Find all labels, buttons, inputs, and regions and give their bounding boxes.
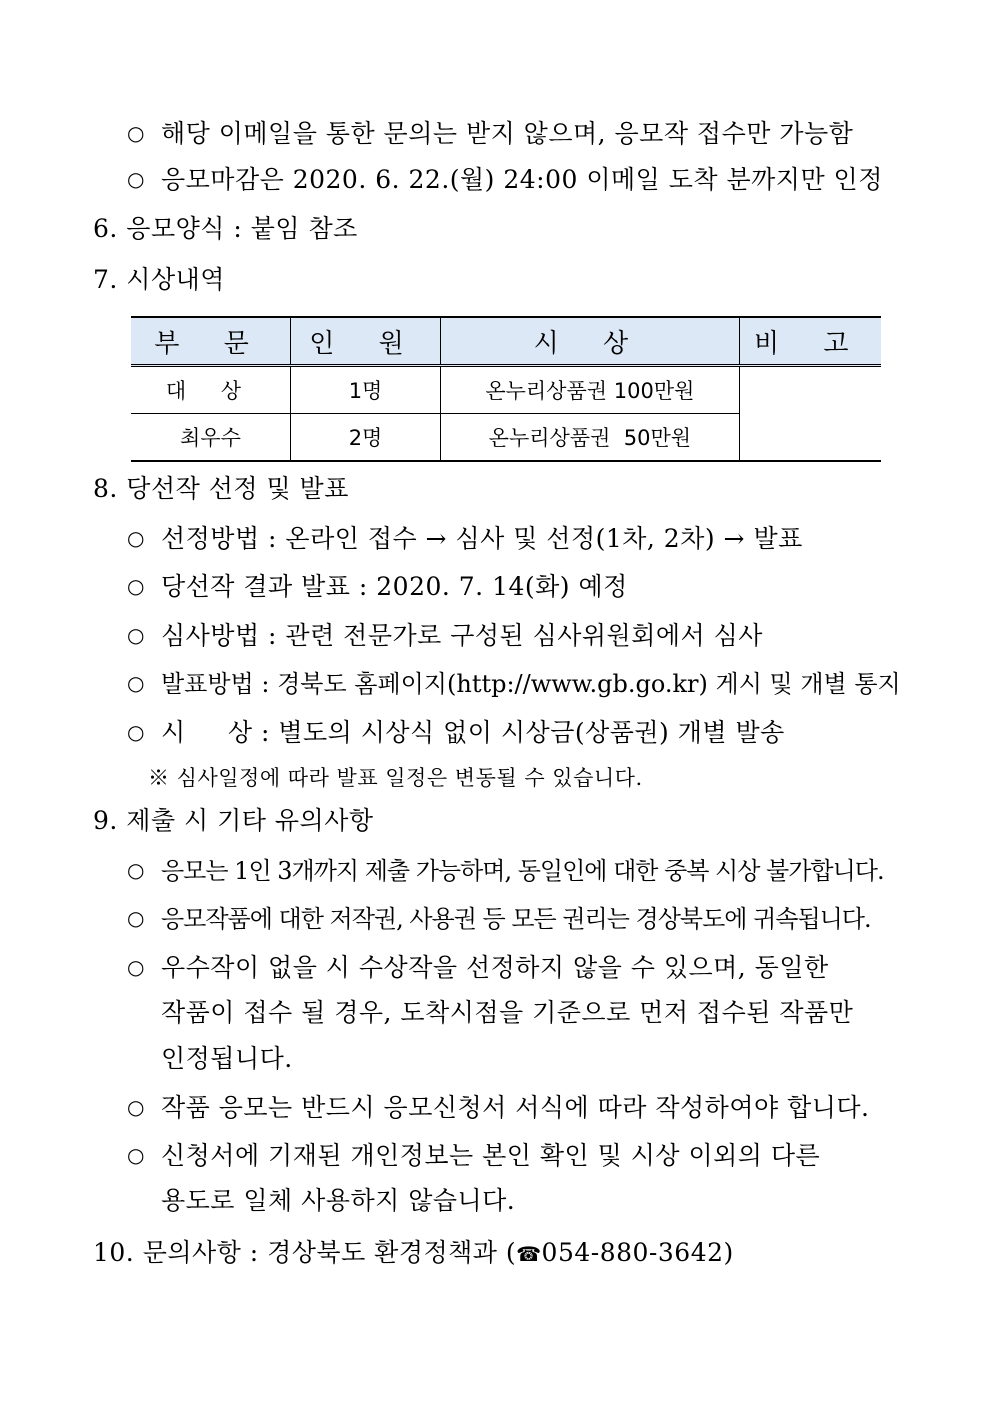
table-cell: 최우수	[131, 414, 290, 462]
schedule-note: ※ 심사일정에 따라 발표 일정은 변동될 수 있습니다.	[148, 766, 643, 790]
circle-bullet-icon: ○	[127, 955, 145, 979]
continuation-line: 인정됩니다.	[161, 1044, 293, 1073]
bullet-line: ○ 선정방법 : 온라인 접수 → 심사 및 선정(1차, 2차) → 발표	[127, 521, 803, 556]
table-cell: 온누리상품권 50만원	[441, 414, 739, 462]
circle-bullet-icon: ○	[127, 858, 145, 882]
phone-number: 054-880-3642	[541, 1238, 724, 1267]
circle-bullet-icon: ○	[127, 720, 145, 744]
bullet-line: ○ 응모작품에 대한 저작권, 사용권 등 모든 권리는 경상북도에 귀속됩니다.	[127, 901, 871, 936]
bullet-line: ○ 응모는 1인 3개까지 제출 가능하며, 동일인에 대한 중복 시상 불가합니다.	[127, 853, 884, 888]
circle-bullet-icon: ○	[127, 167, 145, 191]
bullet-line: ○ 발표방법 : 경북도 홈페이지(http://www.gb.go.kr) 게시 및 개별 통지	[127, 666, 901, 701]
telephone-icon: ☎	[516, 1242, 542, 1266]
table-cell: 온누리상품권 100만원	[441, 366, 739, 414]
circle-bullet-icon: ○	[127, 121, 145, 145]
continuation-line: 작품이 접수 될 경우, 도착시점을 기준으로 먼저 접수된 작품만	[161, 998, 854, 1027]
table-header: 부 문	[131, 317, 290, 366]
circle-bullet-icon: ○	[127, 671, 145, 695]
bullet-line: ○ 해당 이메일을 통한 문의는 받지 않으며, 응모작 접수만 가능함	[127, 116, 853, 151]
table-remark-cell	[739, 366, 881, 462]
continuation-line: 용도로 일체 사용하지 않습니다.	[161, 1186, 516, 1215]
circle-bullet-icon: ○	[127, 1143, 145, 1167]
section-6-heading: 6. 응모양식 : 붙임 참조	[93, 214, 358, 243]
circle-bullet-icon: ○	[127, 906, 145, 930]
circle-bullet-icon: ○	[127, 574, 145, 598]
table-header: 인 원	[290, 317, 440, 366]
circle-bullet-icon: ○	[127, 623, 145, 647]
bullet-line: ○ 응모마감은 2020. 6. 22.(월) 24:00 이메일 도착 분까지만 인정	[127, 162, 883, 197]
bullet-line: ○ 작품 응모는 반드시 응모신청서 서식에 따라 작성하여야 합니다.	[127, 1090, 869, 1125]
circle-bullet-icon: ○	[127, 526, 145, 550]
prize-table	[131, 316, 881, 462]
section-10-heading: 10. 문의사항 : 경상북도 환경정책과 (☎054-880-3642)	[93, 1238, 734, 1267]
table-cell: 대 상	[131, 366, 290, 414]
bullet-line: ○ 우수작이 없을 시 수상작을 선정하지 않을 수 있으며, 동일한	[127, 950, 897, 985]
table-header: 비 고	[739, 317, 881, 366]
bullet-line: ○ 시 상 : 별도의 시상식 없이 시상금(상품권) 개별 발송	[127, 715, 785, 750]
table-header-row	[131, 317, 881, 366]
bullet-line: ○ 심사방법 : 관련 전문가로 구성된 심사위원회에서 심사	[127, 618, 763, 653]
bullet-line: ○ 당선작 결과 발표 : 2020. 7. 14(화) 예정	[127, 569, 628, 604]
table-header: 시 상	[441, 317, 739, 366]
bullet-line: ○ 신청서에 기재된 개인정보는 본인 확인 및 시상 이외의 다른	[127, 1138, 820, 1173]
table-cell: 1명	[290, 366, 440, 414]
section-7-heading: 7. 시상내역	[93, 265, 225, 294]
section-9-heading: 9. 제출 시 기타 유의사항	[93, 806, 374, 835]
circle-bullet-icon: ○	[127, 1095, 145, 1119]
table-cell: 2명	[290, 414, 440, 462]
table-row	[131, 366, 881, 414]
section-8-heading: 8. 당선작 선정 및 발표	[93, 474, 349, 503]
